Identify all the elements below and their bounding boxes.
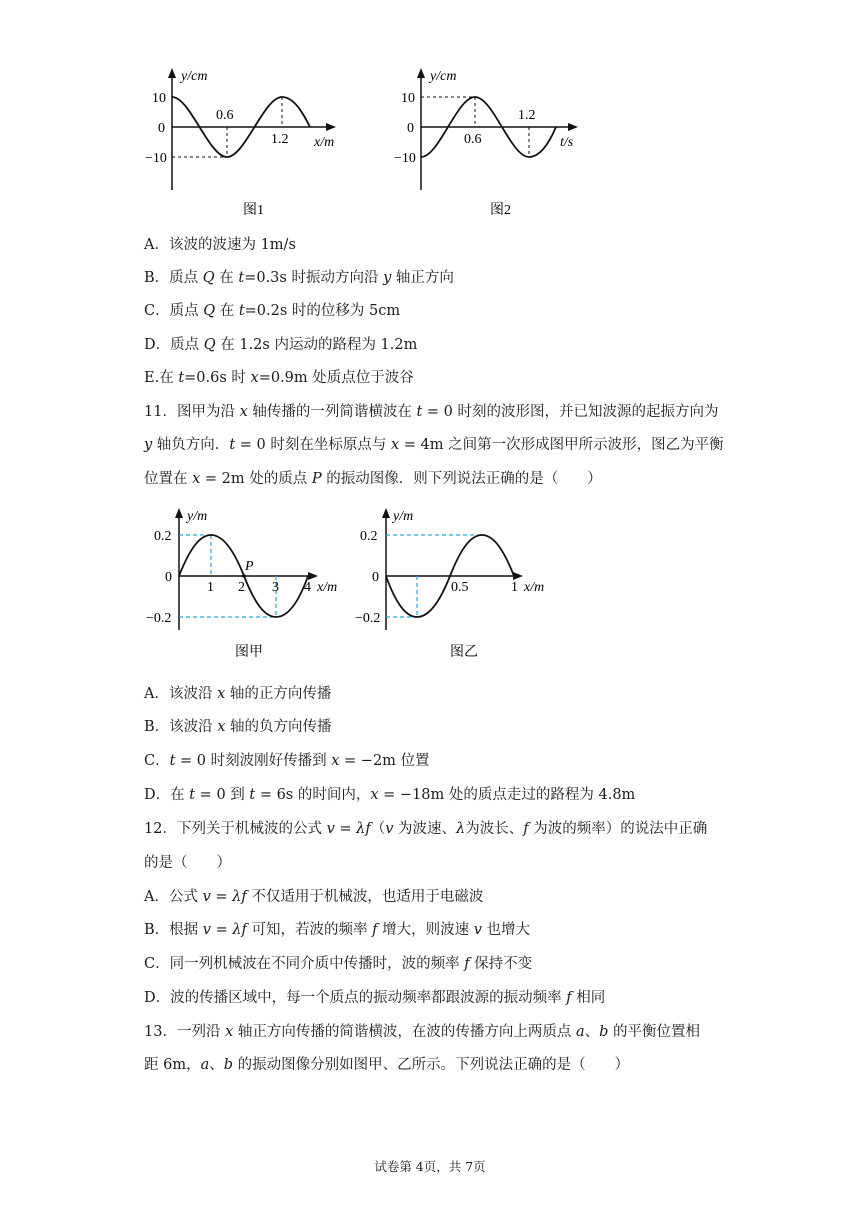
y-tick-label: −10 (394, 151, 416, 166)
y-tick-label: −10 (145, 151, 167, 166)
y-axis-label: y/m (393, 509, 414, 524)
q11-option-b: B．该波沿 x 轴的负方向传播 (144, 719, 332, 735)
q11-option-c: C．t = 0 时刻波刚好传播到 x = −2m 位置 (144, 753, 430, 769)
q12-option-c: C．同一列机械波在不同介质中传播时，波的频率 f 保持不变 (144, 956, 533, 972)
y-axis-arrow (168, 68, 176, 78)
x-tick-label: 2 (238, 580, 245, 595)
x-tick-label: 0.6 (464, 132, 482, 147)
figure-jia (140, 500, 350, 665)
y-tick-label: 0 (158, 121, 165, 136)
point-p (242, 574, 246, 578)
x-tick-label: 1 (511, 580, 518, 595)
figure-2 (390, 62, 610, 222)
figure-caption: 图甲 (235, 645, 263, 660)
x-tick-label: 3 (272, 580, 279, 595)
q13-stem-line-1: 13．一列沿 x 轴正方向传播的简谐横波，在波的传播方向上两质点 a、b 的平衡位置相 (144, 1024, 701, 1040)
q10-option-a: A．该波的波速为 1m/s (144, 237, 296, 253)
figure-caption: 图2 (490, 203, 511, 218)
x-tick-label: 0.6 (216, 108, 234, 123)
y-tick-label: 10 (152, 91, 166, 106)
y-axis-arrow (175, 508, 183, 518)
x-axis-arrow (568, 123, 578, 131)
x-axis-arrow (308, 572, 318, 580)
x-tick-label: 1.2 (271, 132, 289, 147)
q11-stem-line-2: y 轴负方向．t = 0 时刻在坐标原点与 x = 4m 之间第一次形成图甲所示波形，图乙为平衡 (144, 437, 724, 453)
figure-1 (140, 62, 360, 222)
q12-option-a: A．公式 v = λf 不仅适用于机械波，也适用于电磁波 (144, 889, 484, 905)
y-axis-arrow (417, 68, 425, 78)
page-footer: 试卷第 4页，共 7页 (374, 1159, 486, 1174)
y-axis-label: y/cm (181, 69, 208, 84)
q11-stem-line-1: 11．图甲为沿 x 轴传播的一列简谐横波在 t = 0 时刻的波形图，并已知波源的起振方向为 (144, 404, 719, 420)
y-tick-label: 10 (401, 91, 415, 106)
q11-option-a: A．该波沿 x 轴的正方向传播 (144, 686, 332, 702)
y-axis-arrow (382, 508, 390, 518)
figure-yi (355, 500, 565, 665)
q12-option-d: D．波的传播区域中，每一个质点的振动频率都跟波源的振动频率 f 相同 (144, 990, 606, 1006)
y-tick-label: −0.2 (355, 611, 381, 626)
x-tick-label: 0.5 (451, 580, 469, 595)
q12-stem-line-1: 12．下列关于机械波的公式 v = λf（v 为波速、λ为波长、f 为波的频率）的说法中正确 (144, 821, 708, 837)
x-axis-label: x/m (314, 135, 335, 150)
q10-option-c: C．质点 Q 在 t=0.2s 时的位移为 5cm (144, 303, 401, 319)
y-tick-label: 0 (165, 570, 172, 585)
point-p-label: P (245, 559, 254, 574)
x-axis-label: x/m (524, 580, 545, 595)
y-axis-label: y/m (187, 509, 208, 524)
x-axis-label: x/m (317, 580, 338, 595)
q10-option-d: D．质点 Q 在 1.2s 内运动的路程为 1.2m (144, 337, 418, 353)
y-tick-label: 0 (407, 121, 414, 136)
figure-caption: 图1 (243, 203, 264, 218)
x-axis-label: t/s (560, 135, 574, 150)
figure-caption: 图乙 (450, 645, 478, 660)
q10-option-e: E.在 t=0.6s 时 x=0.9m 处质点位于波谷 (144, 370, 414, 386)
q13-stem-line-2: 距 6m，a、b 的振动图像分别如图甲、乙所示。下列说法正确的是（ ） (144, 1057, 630, 1073)
q12-stem-line-2: 的是（ ） (144, 855, 231, 871)
q12-option-b: B．根据 v = λf 可知，若波的频率 f 增大，则波速 v 也增大 (144, 922, 531, 938)
y-tick-label: 0 (372, 570, 379, 585)
x-axis-arrow (513, 572, 523, 580)
y-axis-label: y/cm (430, 69, 457, 84)
y-tick-label: 0.2 (360, 529, 378, 544)
q10-option-b: B．质点 Q 在 t=0.3s 时振动方向沿 y 轴正方向 (144, 270, 454, 286)
x-axis-arrow (326, 123, 336, 131)
y-tick-label: 0.2 (154, 529, 172, 544)
q11-stem-line-3: 位置在 x = 2m 处的质点 P 的振动图像．则下列说法正确的是（ ） (144, 471, 602, 487)
x-tick-label: 1 (207, 580, 214, 595)
q11-option-d: D．在 t = 0 到 t = 6s 的时间内，x = −18m 处的质点走过的路程为 4.8m (144, 787, 636, 803)
x-tick-label: 1.2 (518, 108, 536, 123)
x-tick-label: 4 (304, 580, 311, 595)
y-tick-label: −0.2 (146, 611, 172, 626)
